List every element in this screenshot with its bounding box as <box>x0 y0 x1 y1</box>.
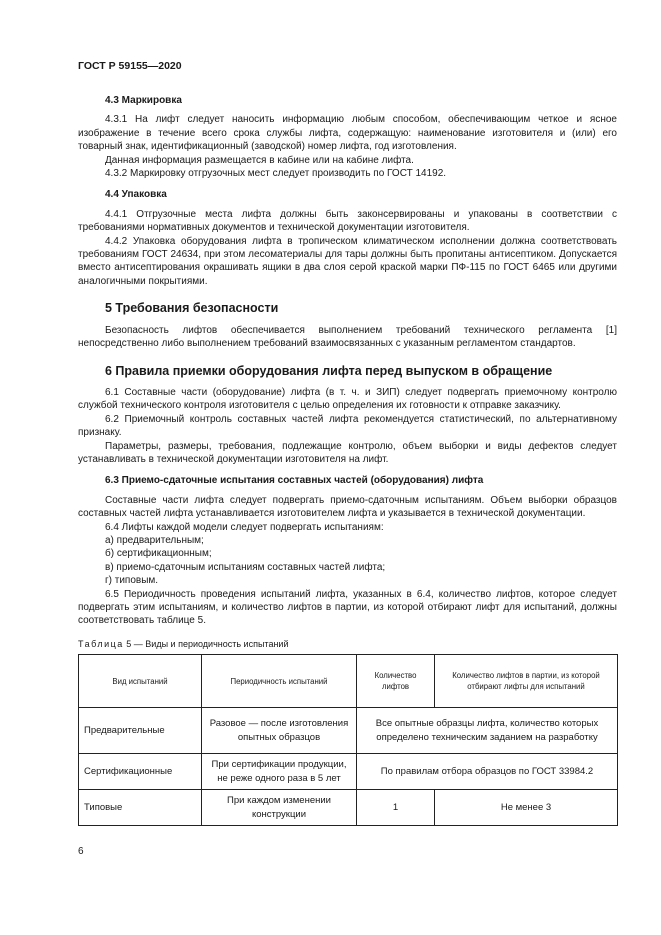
table-row <box>79 754 618 790</box>
section-6-3-heading: 6.3 Приемо-сдаточные испытания составных частей (оборудования) лифта <box>105 475 484 487</box>
list-item: в) приемо-сдаточным испытаниям составных частей лифта; <box>105 561 386 573</box>
table-cell: Не менее 3 <box>435 790 618 826</box>
page-number: 6 <box>78 846 84 857</box>
table-header-cell: Вид испытаний <box>79 655 202 708</box>
list-item: а) предварительным; <box>105 534 204 546</box>
table-cell: Предварительные <box>79 708 202 754</box>
table-header-cell: Количество лифтов <box>357 655 435 708</box>
table-cell: По правилам отбора образцов по ГОСТ 33984.2 <box>357 754 618 790</box>
table-cell: При каждом изменении конструкции <box>202 790 357 826</box>
paragraph: 6.2 Приемочный контроль составных частей лифта рекомендуется статистический, по альтернативному признаку. <box>78 413 617 439</box>
list-item: б) сертификационным; <box>105 548 212 560</box>
table-header-row <box>79 655 618 708</box>
table-caption <box>78 638 617 651</box>
table-header-cell: Периодичность испытаний <box>202 655 357 708</box>
document-id-header: ГОСТ Р 59155—2020 <box>78 60 182 72</box>
table-cell: Все опытные образцы лифта, количество которых определено техническим заданием на разработку <box>357 708 618 754</box>
paragraph: Данная информация размещается в кабине или на кабине лифта. <box>105 154 414 166</box>
paragraph: Составные части лифта следует подвергать приемо-сдаточным испытаниям. Объем выборки образцов составных частей лифта устанавливается изготовителем лифта и указывается в технической документации. <box>78 494 617 520</box>
tests-table <box>78 654 618 826</box>
table-caption-text: 5 — Виды и периодичность испытаний <box>123 638 289 649</box>
paragraph: Безопасность лифтов обеспечивается выполнением требований технического регламента [1] непосредственно либо выполнением требований взаимосвязанных с указанным регламентом стандартов. <box>78 324 617 350</box>
section-5-heading: 5 Требования безопасности <box>105 301 279 316</box>
paragraph: 4.4.1 Отгрузочные места лифта должны быть законсервированы и упакованы в соответствии с требованиями нормативных документов и технической документации изготовителя. <box>78 208 617 234</box>
section-6-heading: 6 Правила приемки оборудования лифта перед выпуском в обращение <box>105 363 553 378</box>
table-cell: Типовые <box>79 790 202 826</box>
paragraph: 4.3.2 Маркировку отгрузочных мест следует производить по ГОСТ 14192. <box>105 168 447 180</box>
section-4-3-heading: 4.3 Маркировка <box>105 95 182 106</box>
paragraph: 6.4 Лифты каждой модели следует подвергать испытаниям: <box>105 521 384 533</box>
paragraph: Параметры, размеры, требования, подлежащие контролю, объем выборки и виды дефектов следует устанавливать в технической документации изготовителя на лифт. <box>78 440 617 465</box>
table-row <box>79 790 618 826</box>
table-cell: 1 <box>357 790 435 826</box>
table-cell: Сертификационные <box>79 754 202 790</box>
list-item: г) типовым. <box>105 575 159 587</box>
page-content <box>78 94 617 826</box>
section-4-4-heading: 4.4 Упаковка <box>105 189 167 201</box>
table-header-cell: Количество лифтов в партии, из которой отбирают лифты для испытаний <box>435 655 618 708</box>
table-cell: Разовое — после изготовления опытных образцов <box>202 708 357 754</box>
table-caption-label: Таблица <box>78 638 124 649</box>
paragraph: 4.3.1 На лифт следует наносить информацию любым способом, обеспечивающим четкое и ясное изображение в течение всего срока службы лифта, содержащую: наименование изготовителя и (или) его товарный знак, идентификационный (заводской) номер лифта, год изготовления. <box>78 114 617 153</box>
table-row <box>79 708 618 754</box>
paragraph: 6.1 Составные части (оборудование) лифта (в т. ч. и ЗИП) следует подвергать приемочному контролю службой технического контроля изготовителя с целью определения их готовности к отправке заказчику. <box>78 386 617 412</box>
table-cell: При сертификации продукции, не реже одного раза в 5 лет <box>202 754 357 790</box>
paragraph: 4.4.2 Упаковка оборудования лифта в тропическом климатическом исполнении должна соответствовать требованиям ГОСТ 24634, при этом лесоматериалы для тары должны быть пропитаны антисептиком. Допускается вместо антисептирования окрашивать ящики в два слоя серой краской марки ПФ-115 по ГОСТ 6465 или другими аналогичными покрытиями. <box>78 235 617 287</box>
paragraph: 6.5 Периодичность проведения испытаний лифта, указанных в 6.4, количество лифтов, которое следует подвергать этим испытаниям, и количество лифтов в партии, из которой отбирают лифт для испытаний, должны соответствовать таблице 5. <box>78 588 617 627</box>
